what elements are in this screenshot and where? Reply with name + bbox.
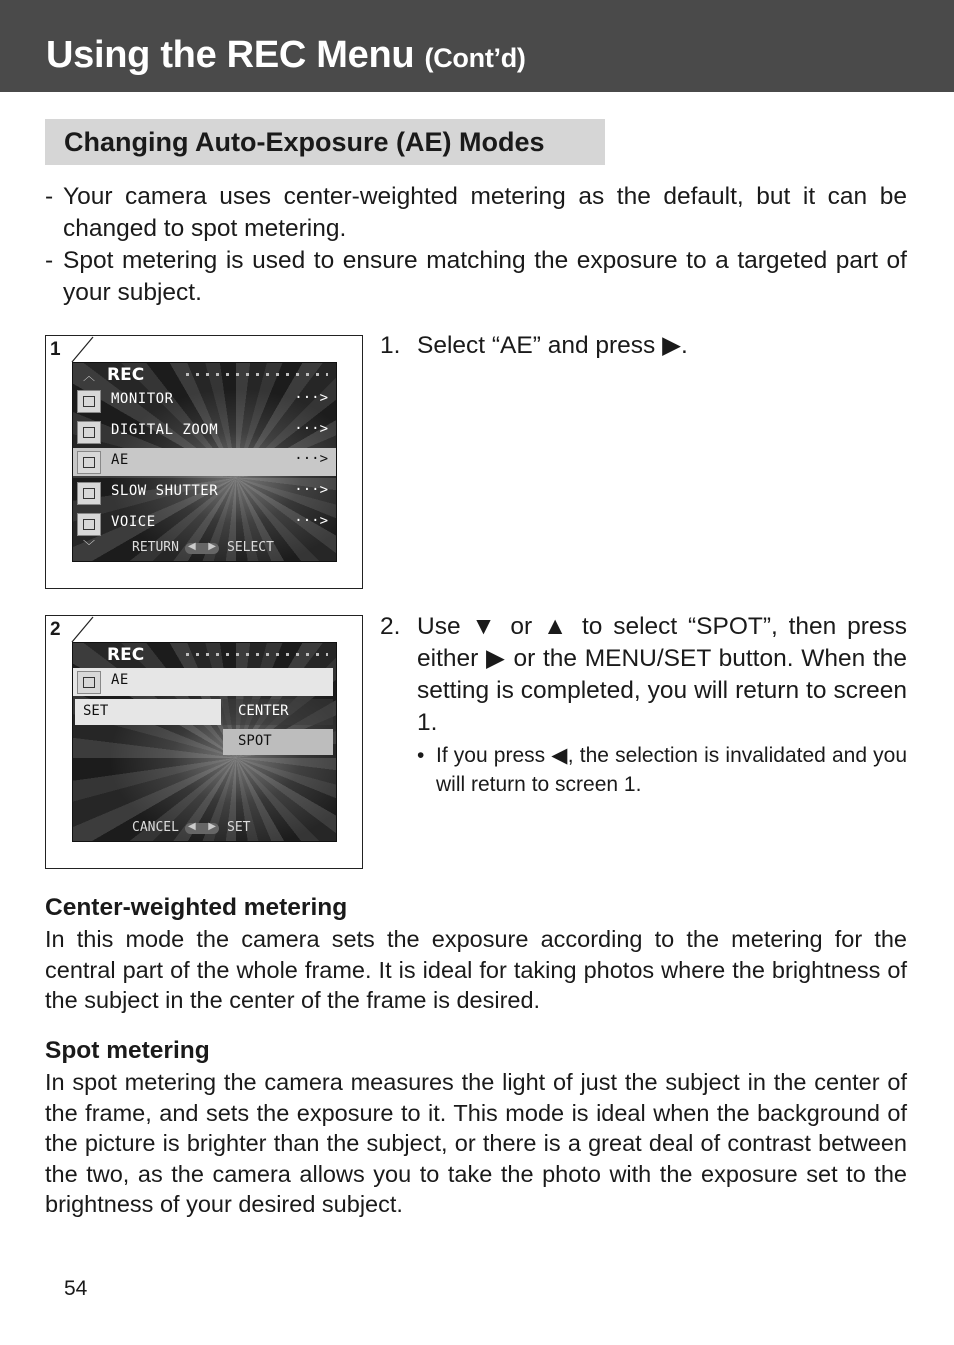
hint-cancel: CANCEL [132,820,179,835]
intro-item [45,245,907,309]
lcd-dots [186,373,328,376]
menu-row-digital-zoom[interactable] [73,418,336,446]
screen-number: 2 [50,619,61,640]
menu-row-ae [73,668,333,696]
option-spot[interactable] [223,729,333,755]
slow-shutter-icon [77,482,101,505]
step-number: 1. [380,332,401,359]
metering-icon [77,451,101,474]
step-2 [380,611,907,799]
step-text: Select “AE” and press ▶. [417,332,688,359]
lcd-screen-1 [72,362,337,562]
chevron-right-icon: ···> [294,390,328,406]
zoom-icon [77,421,101,444]
hint-return: RETURN [132,540,179,555]
set-label: SET [83,703,109,719]
left-right-pill-icon: ◀ ▶ [185,823,219,834]
lcd-title: REC [107,645,145,665]
intro-text: Spot metering is used to ensure matching the exposure to a targeted part of your subject. [63,247,907,306]
page-title [46,34,526,77]
bullet: • [417,744,425,767]
step-text: Use ▼ or ▲ to select “SPOT”, then press either ▶ or the MENU/SET button. When the setting is completed, you will return to screen 1. [417,613,907,736]
step-note [417,741,907,799]
screen-2-frame [45,615,363,869]
menu-row-label: DIGITAL ZOOM [111,422,219,438]
chevron-down-icon: ﹀ [83,539,96,553]
hint-set: SET [227,820,251,835]
intro-dash: - [45,247,54,274]
center-weighted-text: In this mode the camera sets the exposure according to the metering for the central part of the whole frame. It is ideal for taking photos where the brightness of the subject in the center of the frame is desired. [45,926,907,1014]
intro-dash: - [45,183,54,210]
lcd-dots [186,653,328,656]
screen-number: 1 [50,339,61,360]
chevron-right-icon: ···> [294,421,328,437]
step-number: 2. [380,613,401,640]
screen-1-frame [45,335,363,589]
section-title-box [45,119,605,165]
option-spot-label: SPOT [238,733,272,749]
option-center[interactable] [223,699,333,725]
set-field [75,699,221,725]
intro-list [45,181,907,309]
voice-icon [77,513,101,536]
metering-icon [77,671,101,694]
menu-row-label: MONITOR [111,391,174,407]
lcd-title: REC [107,365,145,385]
page-title-suffix: (Cont’d) [424,43,526,73]
left-right-pill-icon: ◀ ▶ [185,543,219,554]
option-center-label: CENTER [238,703,289,719]
chevron-right-icon: ···> [294,482,328,498]
hint-select: SELECT [227,540,274,555]
spot-heading: Spot metering [45,1037,210,1064]
menu-row-label: AE [111,672,129,688]
menu-row-label: SLOW SHUTTER [111,483,219,499]
section-title: Changing Auto-Exposure (AE) Modes [64,127,545,157]
menu-row-monitor[interactable] [73,387,336,415]
monitor-icon [77,390,101,413]
intro-text: Your camera uses center-weighted metering as the default, but it can be changed to spot metering. [63,183,907,242]
chevron-right-icon: ···> [294,513,328,529]
step-note-text: If you press ◀, the selection is invalidated and you will return to screen 1. [436,744,907,796]
spot-text: In spot metering the camera measures the light of just the subject in the center of the frame, and sets the exposure to it. This mode is ideal when the background of the picture is brighter than the subject, or there is a great deal of contrast between the two, as the camera allows you to take the photo with the exposure set to the brightness of your desired subject. [45,1069,907,1218]
menu-row-voice[interactable] [73,510,336,538]
center-weighted-heading: Center-weighted metering [45,894,348,921]
menu-row-slow-shutter[interactable] [73,479,336,507]
intro-item [45,181,907,245]
step-1 [380,330,907,362]
menu-row-label: AE [111,452,129,468]
chevron-up-icon: ︿ [83,369,96,383]
menu-row-ae[interactable] [73,448,336,476]
menu-row-label: VOICE [111,514,156,530]
lcd-screen-2 [72,642,337,842]
page-number: 54 [64,1277,88,1300]
page-header [0,0,954,92]
page-title-main: Using the REC Menu [46,34,415,76]
chevron-right-icon: ···> [294,451,328,467]
